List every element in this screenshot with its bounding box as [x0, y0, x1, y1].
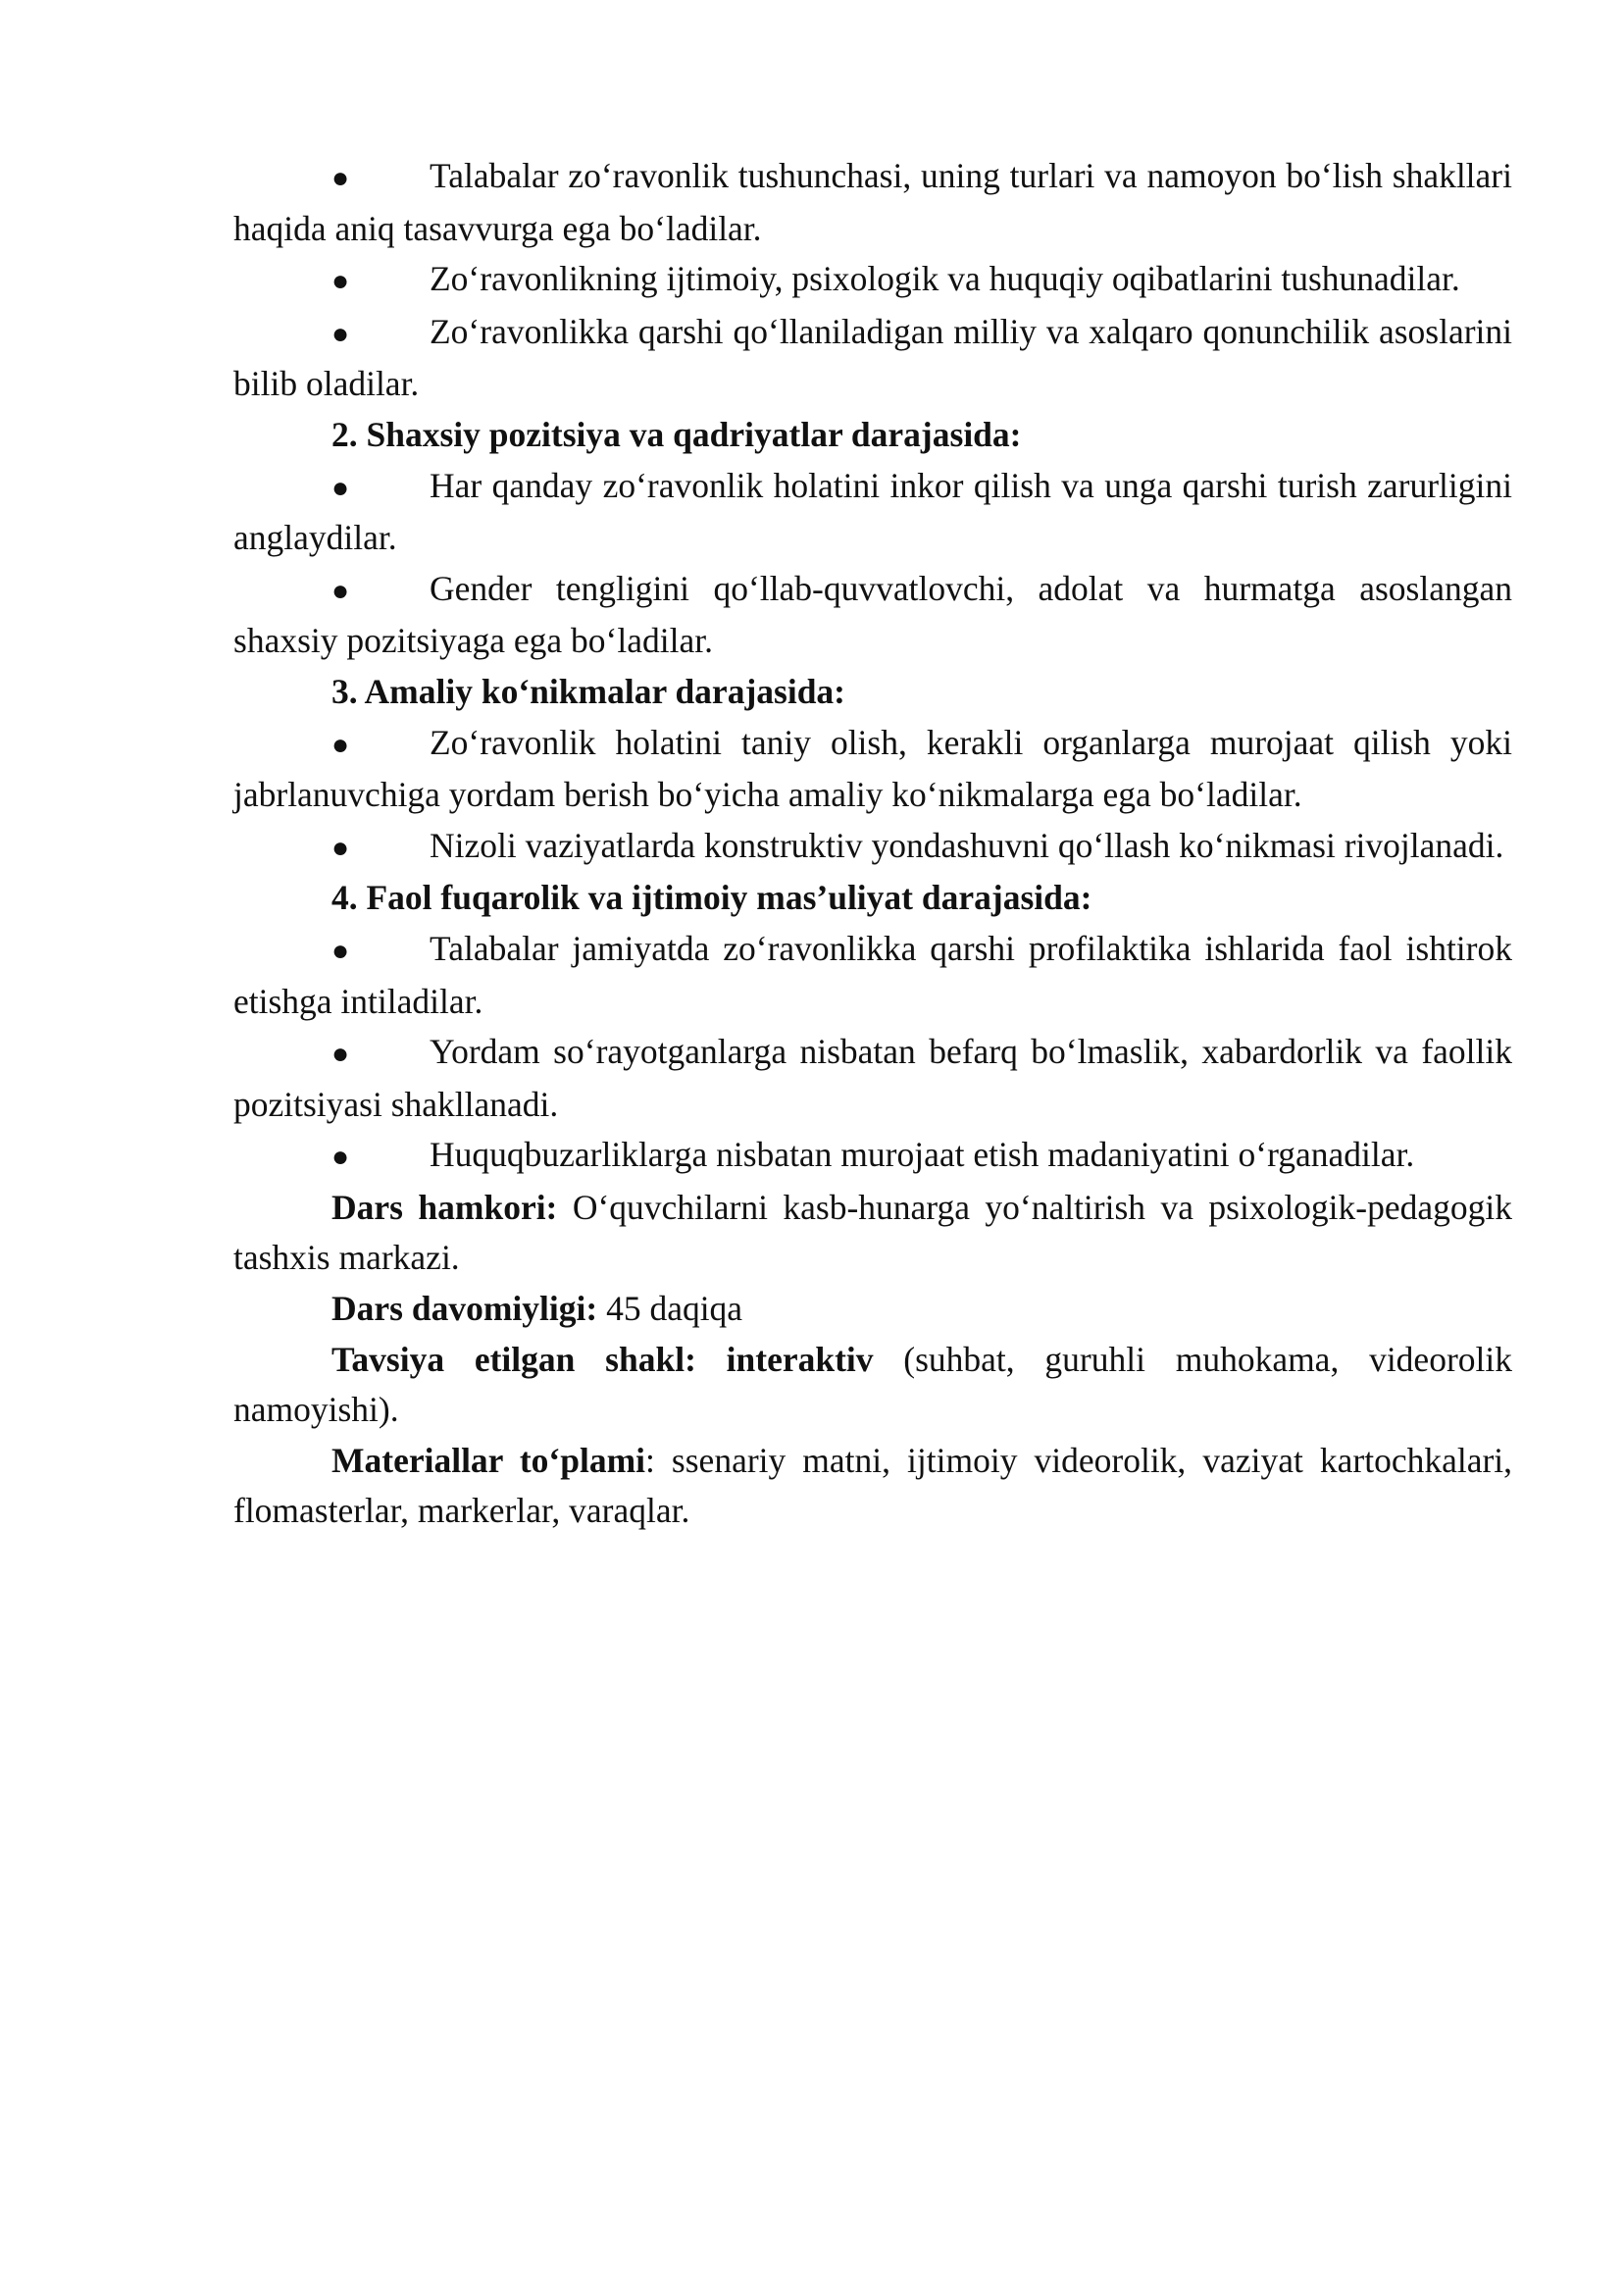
- bullet-icon: ●: [331, 728, 350, 761]
- bullet-icon: ●: [331, 574, 350, 607]
- bullet-text: Talabalar jamiyatda zo‘ravonlikka qarshi profilaktika ishlarida faol ishtirok etishga intiladilar.: [233, 928, 1512, 1021]
- bullet-icon: ●: [331, 317, 350, 350]
- bullet-paragraph: [233, 151, 1512, 254]
- form-label: Tavsiya etilgan shakl: interaktiv: [331, 1339, 874, 1379]
- partner-paragraph: [233, 1183, 1512, 1284]
- materials-paragraph: [233, 1436, 1512, 1537]
- bullet-paragraph: [233, 1130, 1512, 1183]
- bullet-paragraph: [233, 564, 1512, 667]
- bullet-text: Talabalar zo‘ravonlik tushunchasi, uning turlari va namoyon bo‘lish shakllari haqida aniq tasavvurga ega bo‘ladilar.: [233, 156, 1512, 248]
- bullet-paragraph: [233, 924, 1512, 1027]
- bullet-paragraph: [233, 461, 1512, 564]
- bullet-icon: ●: [331, 265, 350, 298]
- section-heading: 2. Shaxsiy pozitsiya va qadriyatlar darajasida:: [331, 414, 1022, 454]
- bullet-text: Huquqbuzarliklarga nisbatan murojaat etish madaniyatini o‘rganadilar.: [430, 1135, 1415, 1175]
- bullet-icon: ●: [331, 831, 350, 864]
- bullet-text: Nizoli vaziyatlarda konstruktiv yondashuvni qo‘llash ko‘nikmasi rivojlanadi.: [430, 825, 1504, 865]
- bullet-paragraph: [233, 1027, 1512, 1130]
- bullet-text: Zo‘ravonlikka qarshi qo‘llaniladigan milliy va xalqaro qonunchilik asoslarini bilib oladilar.: [233, 311, 1512, 404]
- bullet-text: Har qanday zo‘ravonlik holatini inkor qilish va unga qarshi turish zarurligini anglaydilar.: [233, 465, 1512, 558]
- materials-label: Materiallar to‘plami: [331, 1440, 646, 1480]
- form-value: (suhbat, guruhli muhokama, videorolik namoyishi).: [233, 1339, 1512, 1430]
- bullet-paragraph: [233, 307, 1512, 410]
- bullet-paragraph: [233, 718, 1512, 821]
- bullet-icon: ●: [331, 471, 350, 504]
- bullet-icon: ●: [331, 934, 350, 967]
- partner-value: O‘quvchilarni kasb-hunarga yo‘naltirish va psixologik-pedagogik tashxis markazi.: [233, 1187, 1512, 1278]
- bullet-text: Zo‘ravonlikning ijtimoiy, psixologik va huquqiy oqibatlarini tushunadilar.: [430, 259, 1460, 299]
- section-heading: 3. Amaliy ko‘nikmalar darajasida:: [331, 671, 846, 711]
- materials-value: : ssenariy matni, ijtimoiy videorolik, vaziyat kartochkalari, flomasterlar, markerlar, varaqlar.: [233, 1440, 1513, 1531]
- bullet-icon: ●: [331, 1141, 350, 1174]
- duration-label: Dars davomiyligi:: [331, 1289, 598, 1329]
- duration-paragraph: [233, 1284, 1512, 1335]
- form-paragraph: [233, 1335, 1512, 1436]
- bullet-text: Zo‘ravonlik holatini taniy olish, kerakli organlarga murojaat qilish yoki jabrlanuvchiga yordam berish bo‘yicha amaliy ko‘nikmalarga ega bo‘ladilar.: [233, 722, 1512, 815]
- bullet-text: Gender tengligini qo‘llab-quvvatlovchi, adolat va hurmatga asoslangan shaxsiy pozitsiyaga ega bo‘ladilar.: [233, 568, 1512, 661]
- bullet-text: Yordam so‘rayotganlarga nisbatan befarq bo‘lmaslik, xabardorlik va faollik pozitsiyasi shakllanadi.: [233, 1032, 1512, 1124]
- section-heading: 4. Faol fuqarolik va ijtimoiy mas’uliyat darajasida:: [331, 878, 1092, 918]
- bullet-icon: ●: [331, 1038, 350, 1071]
- document-page: [233, 151, 1512, 1537]
- bullet-icon: ●: [331, 162, 350, 194]
- duration-value: 45 daqiqa: [597, 1289, 743, 1329]
- bullet-paragraph: [233, 821, 1512, 874]
- bullet-paragraph: [233, 254, 1512, 307]
- partner-label: Dars hamkori:: [331, 1187, 558, 1227]
